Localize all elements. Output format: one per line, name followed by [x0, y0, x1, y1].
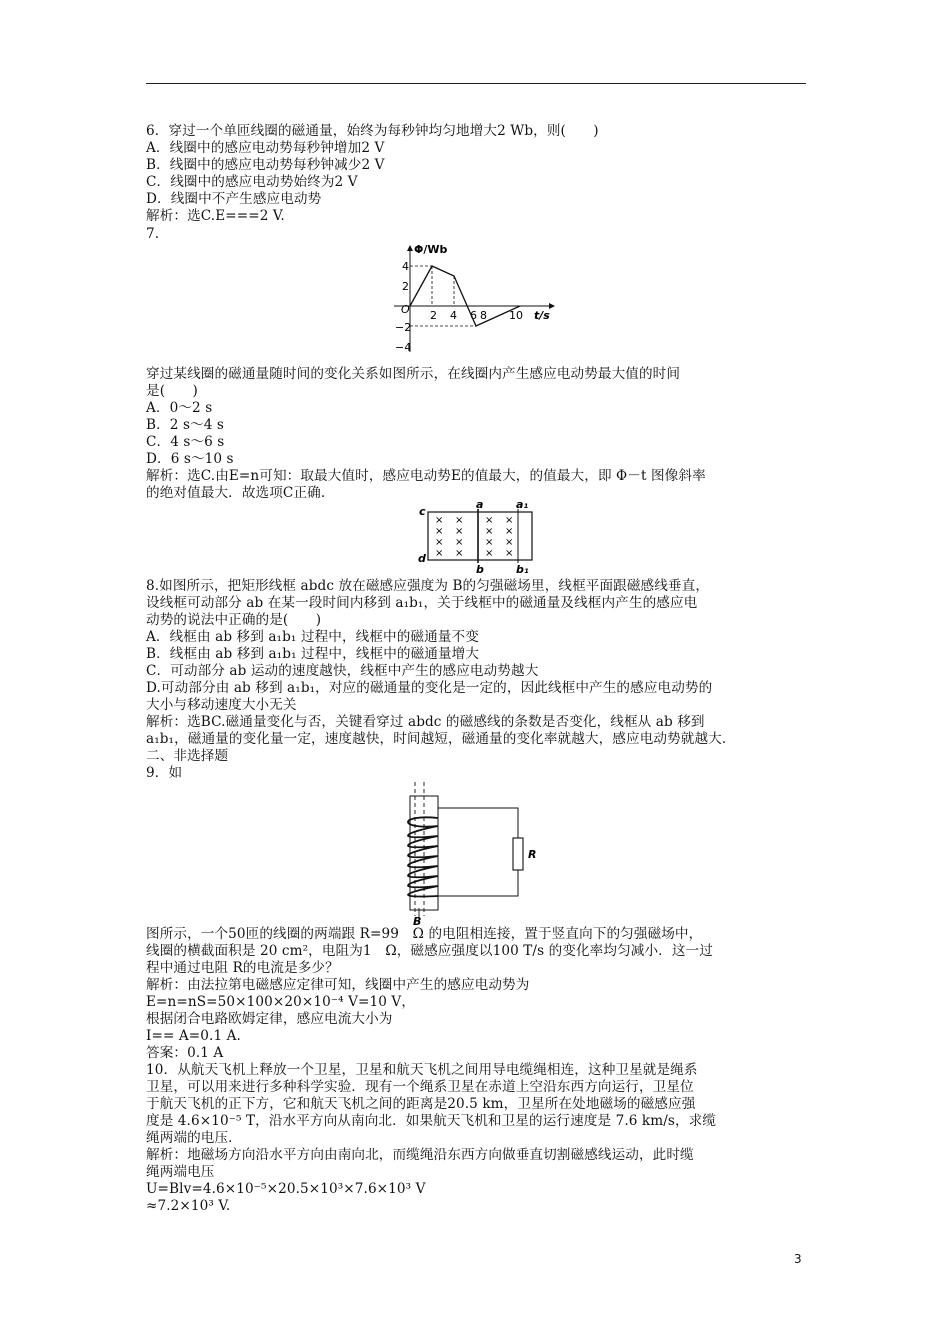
label-b: b [476, 563, 484, 574]
q10-stem-1: 10．从航天飞机上释放一个卫星，卫星和航天飞机之间用导电缆绳相连，这种卫星就是绳系 [146, 1062, 698, 1078]
field-cross-mark: × [455, 515, 464, 526]
origin-label: O [401, 303, 410, 316]
field-cross-mark: × [485, 515, 494, 526]
field-cross-mark: × [455, 537, 464, 548]
q10-formula-2: ≈7.2×10³ V. [146, 1198, 231, 1214]
field-cross-mark: × [505, 537, 514, 548]
q8-option-d-2: 大小与移动速度大小无关 [146, 697, 297, 713]
field-cross-mark: × [435, 537, 444, 548]
q7-option-c: C．4 s～6 s [146, 434, 225, 450]
y-axis-label: Φ/Wb [414, 243, 448, 256]
field-cross-mark: × [435, 526, 444, 537]
q8-option-d-1: D.可动部分由 ab 移到 a₁b₁，对应的磁通量的变化是一定的，因此线框中产生的感应电动势的 [146, 680, 713, 696]
q7-option-b: B．2 s～4 s [146, 417, 224, 433]
q6-option-d: D．线圈中不产生感应电动势 [146, 191, 322, 207]
q10-stem-3: 于航天飞机的正下方，它和航天飞机之间的距离是20.5 km，卫星所在处地磁场的磁感应强 [146, 1096, 696, 1112]
q8-stem-2: 设线框可动部分 ab 在某一段时间内移到 a₁b₁，关于线框中的磁通量及线框内产生的感应电 [146, 595, 698, 611]
label-b1: b₁ [516, 563, 529, 574]
q6-option-c: C．线圈中的感应电动势始终为2 V [146, 174, 358, 190]
section-heading: 二、非选择题 [146, 748, 229, 764]
q9-answer: 答案：0.1 A [146, 1045, 224, 1061]
field-cross-mark: × [485, 526, 494, 537]
y-tick-neg4: −4 [395, 341, 412, 354]
x-tick-2: 2 [430, 309, 437, 322]
q9-analysis-2: 根据闭合电路欧姆定律，感应电流大小为 [146, 1011, 393, 1027]
q10-analysis-1: 解析：地磁场方向沿水平方向由南向北，而缆绳沿东西方向做垂直切割磁感线运动，此时缆 [146, 1147, 694, 1163]
field-cross-mark: × [455, 548, 464, 559]
q9-formula-2: I== A=0.1 A. [146, 1028, 241, 1044]
field-cross-mark: × [435, 548, 444, 559]
x-tick-6: 6 [470, 309, 477, 322]
q8-option-c: C．可动部分 ab 运动的速度越快，线框中产生的感应电动势越大 [146, 663, 539, 679]
flux-time-graph [384, 240, 564, 356]
field-cross-mark: × [485, 537, 494, 548]
q9-stem-1: 图所示，一个50匝的线圈的两端跟 R=99 Ω 的电阻相连接，置于竖直向下的匀强磁场中， [146, 926, 703, 942]
label-a: a [476, 498, 484, 511]
q6-option-b: B．线圈中的感应电动势每秒钟减少2 V [146, 157, 385, 173]
x-tick-4: 4 [450, 309, 457, 322]
q9-stem-3: 程中通过电阻 R的电流是多少？ [146, 960, 339, 976]
q6-analysis: 解析：选C.E===2 V. [146, 208, 285, 224]
q9-number: 9．如 [146, 765, 183, 781]
q6-stem: 6．穿过一个单匝线圈的磁通量，始终为每秒钟均匀地增大2 Wb，则( ) [146, 123, 599, 139]
resistor [513, 838, 523, 870]
field-label: B [413, 915, 422, 926]
q7-stem-2: 是( ) [146, 383, 198, 399]
q6-option-a: A．线圈中的感应电动势每秒钟增加2 V [146, 140, 385, 156]
q8-option-a: A．线框由 ab 移到 a₁b₁ 过程中，线框中的磁通量不变 [146, 629, 479, 645]
wire-top [438, 808, 518, 838]
q7-option-a: A．0～2 s [146, 400, 213, 416]
field-cross-mark: × [505, 548, 514, 559]
coil [408, 817, 438, 896]
q7-number: 7. [146, 226, 160, 242]
x-axis-label: t/s [534, 309, 550, 322]
q7-option-d: D．6 s～10 s [146, 451, 234, 467]
q8-stem-3: 动势的说法中正确的是( ) [146, 612, 322, 628]
q8-analysis-1: 解析：选BC.磁通量变化与否，关键看穿过 abdc 的磁感线的条数是否变化，线框从 ab 移到 [146, 714, 705, 730]
field-cross-mark: × [455, 526, 464, 537]
q10-stem-5: 绳两端的电压． [146, 1130, 242, 1146]
q8-stem-1: 8.如图所示，把矩形线框 abdc 放在磁感应强度为 B的匀强磁场里，线框平面跟磁感线垂直， [146, 578, 710, 594]
y-tick-4: 4 [402, 260, 409, 273]
page-number: 3 [794, 1252, 802, 1266]
q9-analysis-1: 解析：由法拉第电磁感应定律可知，线圈中产生的感应电动势为 [146, 977, 530, 993]
field-cross-mark: × [505, 526, 514, 537]
y-tick-2: 2 [402, 280, 409, 293]
frame-outline [428, 512, 532, 560]
q10-stem-2: 卫星，可以用来进行多种科学实验．现有一个绳系卫星在赤道上空沿东西方向运行，卫星位 [146, 1079, 694, 1095]
q10-analysis-2: 绳两端电压 [146, 1164, 215, 1180]
q8-option-b: B．线框由 ab 移到 a₁b₁ 过程中，线框中的磁通量增大 [146, 646, 480, 662]
y-tick-neg2: −2 [395, 321, 412, 334]
label-a1: a₁ [516, 498, 529, 511]
field-cross-mark: × [505, 515, 514, 526]
frame-field-diagram [414, 498, 544, 574]
q10-formula-1: U=Blv=4.6×10⁻⁵×20.5×10³×7.6×10³ V [146, 1181, 426, 1197]
wire-bottom [438, 870, 518, 896]
field-cross-mark: × [485, 548, 494, 559]
q9-stem-2: 线圈的横截面积是 20 cm²，电阻为1 Ω，磁感应强度以100 T/s 的变化率均匀减小．这一过 [146, 943, 713, 959]
q7-analysis-1: 解析：选C.由E=n可知：取最大值时，感应电动势E的值最大，的值最大，即 Φ－t 图像斜率 [146, 468, 706, 484]
resistor-label: R [528, 848, 537, 861]
q7-stem-1: 穿过某线圈的磁通量随时间的变化关系如图所示，在线圈内产生感应电动势最大值的时间 [146, 366, 681, 382]
label-d: d [418, 552, 426, 565]
q7-analysis-2: 的绝对值最大．故选项C正确. [146, 485, 326, 501]
q9-formula-1: E=n=nS=50×100×20×10⁻⁴ V=10 V， [146, 994, 416, 1010]
label-c: c [419, 505, 426, 518]
field-cross-mark: × [435, 515, 444, 526]
header-rule [146, 83, 806, 84]
flux-curve [410, 266, 520, 326]
q10-stem-4: 度是 4.6×10⁻⁵ T，沿水平方向从南向北．如果航天飞机和卫星的运行速度是 7.6 km/s，求缆 [146, 1113, 717, 1129]
q8-analysis-2: a₁b₁，磁通量的变化量一定，速度越快，时间越短，磁通量的变化率就越大，感应电动势就越大. [146, 731, 727, 747]
x-tick-8: 8 [480, 309, 487, 322]
x-tick-10: 10 [509, 309, 523, 322]
solenoid-circuit [398, 778, 548, 926]
